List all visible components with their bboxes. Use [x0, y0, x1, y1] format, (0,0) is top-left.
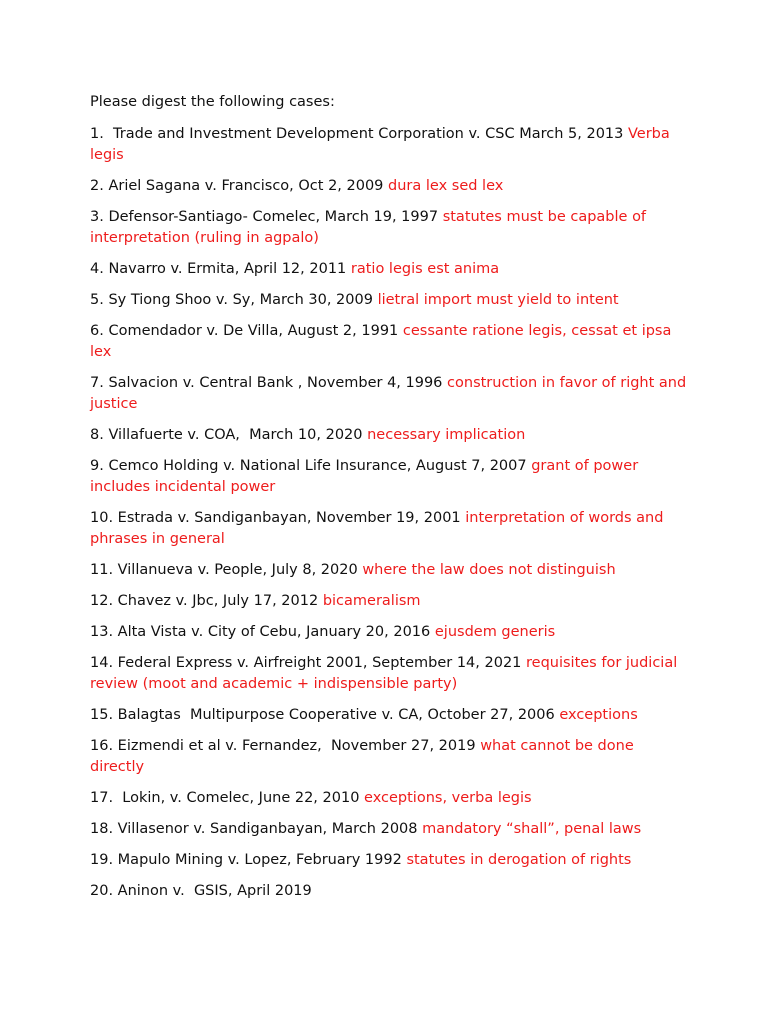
list-item — [90, 259, 690, 280]
doctrine-note: exceptions — [559, 707, 638, 723]
doctrine-note: construction in favor of right and justice — [90, 375, 691, 412]
doctrine-note: necessary implication — [367, 427, 526, 443]
doctrine-note: statutes in derogation of rights — [406, 852, 632, 868]
case-title: 13. Alta Vista v. City of Cebu, January 20, 2016 — [90, 624, 435, 640]
case-title: 3. Defensor-Santiago- Comelec, March 19, 1997 — [90, 209, 443, 225]
doctrine-note: where the law does not distinguish — [362, 562, 616, 578]
doctrine-note: mandatory “shall”, penal laws — [422, 821, 642, 837]
doctrine-note: bicameralism — [322, 593, 421, 609]
doctrine-note: statutes must be capable of interpretation (ruling in agpalo) — [90, 209, 651, 246]
doctrine-note: ratio legis est anima — [350, 261, 500, 277]
list-item — [90, 508, 690, 550]
list-item — [90, 819, 690, 840]
list-item — [90, 373, 690, 415]
list-item — [90, 124, 690, 166]
doctrine-note: dura lex sed lex — [388, 178, 504, 194]
case-title: 15. Balagtas Multipurpose Cooperative v. CA, October 27, 2006 — [90, 707, 560, 723]
doctrine-note: cessante ratione legis, cessat et ipsa lex — [90, 323, 676, 360]
case-title: 12. Chavez v. Jbc, July 17, 2012 — [90, 593, 323, 609]
list-item — [90, 622, 690, 643]
case-title: 1. Trade and Investment Development Corporation v. CSC March 5, 2013 — [90, 126, 628, 142]
document-page — [90, 92, 690, 912]
list-item — [90, 321, 690, 363]
list-item — [90, 788, 690, 809]
case-title: 4. Navarro v. Ermita, April 12, 2011 — [90, 261, 351, 277]
case-title: 17. Lokin, v. Comelec, June 22, 2010 — [90, 790, 365, 806]
doctrine-note: what cannot be done directly — [90, 738, 639, 775]
doctrine-note: requisites for judicial review (moot and academic + indispensible party) — [90, 655, 682, 692]
case-title: 9. Cemco Holding v. National Life Insurance, August 7, 2007 — [90, 458, 532, 474]
doctrine-note: interpretation of words and phrases in general — [90, 510, 669, 547]
list-item — [90, 176, 690, 197]
list-item — [90, 736, 690, 778]
case-title: 19. Mapulo Mining v. Lopez, February 1992 — [90, 852, 407, 868]
case-title: 18. Villasenor v. Sandiganbayan, March 2008 — [90, 821, 423, 837]
list-item — [90, 207, 690, 249]
case-title: 16. Eizmendi et al v. Fernandez, November 27, 2019 — [90, 738, 481, 754]
list-item — [90, 425, 690, 446]
intro-text: Please digest the following cases: — [90, 94, 335, 110]
doctrine-note: Verba legis — [90, 126, 675, 163]
case-title: 14. Federal Express v. Airfreight 2001, September 14, 2021 — [90, 655, 526, 671]
list-item — [90, 705, 690, 726]
doctrine-note: grant of power includes incidental power — [90, 458, 643, 495]
list-item — [90, 591, 690, 612]
doctrine-note: exceptions, verba legis — [364, 790, 532, 806]
case-title: 11. Villanueva v. People, July 8, 2020 — [90, 562, 363, 578]
case-title: 7. Salvacion v. Central Bank , November 4, 1996 — [90, 375, 448, 391]
list-item — [90, 881, 690, 902]
list-item — [90, 850, 690, 871]
list-item — [90, 560, 690, 581]
case-title: 5. Sy Tiong Shoo v. Sy, March 30, 2009 — [90, 292, 378, 308]
case-title: 8. Villafuerte v. COA, March 10, 2020 — [90, 427, 368, 443]
case-title: 20. Aninon v. GSIS, April 2019 — [90, 883, 312, 899]
list-item — [90, 290, 690, 311]
list-item — [90, 456, 690, 498]
doctrine-note: lietral import must yield to intent — [377, 292, 619, 308]
case-title: 6. Comendador v. De Villa, August 2, 1991 — [90, 323, 403, 339]
case-title: 2. Ariel Sagana v. Francisco, Oct 2, 2009 — [90, 178, 389, 194]
list-item — [90, 653, 690, 695]
doctrine-note: ejusdem generis — [434, 624, 556, 640]
case-title: 10. Estrada v. Sandiganbayan, November 19, 2001 — [90, 510, 466, 526]
